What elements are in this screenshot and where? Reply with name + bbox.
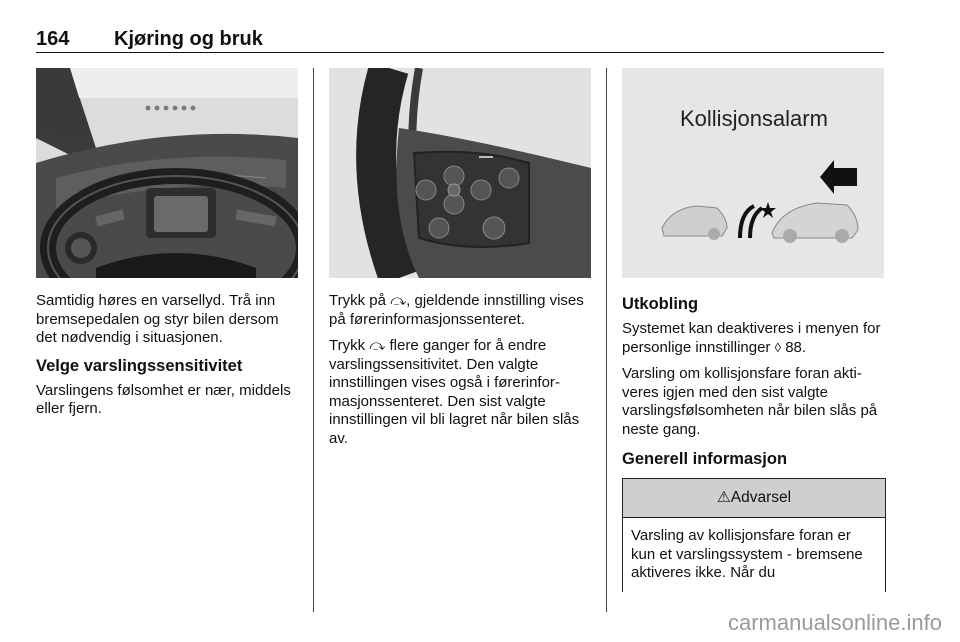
column-divider-1 xyxy=(313,68,314,612)
column-3 xyxy=(622,294,884,475)
figure-steering-wheel-buttons xyxy=(329,68,591,278)
distance-button-icon: ⤼ xyxy=(369,337,386,354)
paragraph-brake-warning: Samtidig høres en varsellyd. Trå inn bremsepedalen og styr bilen dersom det nødvendig i situasjonen. xyxy=(36,292,279,346)
figure-dashboard xyxy=(36,68,298,278)
page-number: 164 xyxy=(36,28,70,50)
paragraph-sensitivity-levels: Varslingens følsomhet er nær, middels eller fjern. xyxy=(36,381,291,417)
dashboard-illustration xyxy=(36,68,298,278)
warning-title: Advarsel xyxy=(730,489,792,506)
heading-deactivation: Utkobling xyxy=(622,295,699,313)
warning-triangle-icon: ⚠ xyxy=(716,489,731,506)
column-1 xyxy=(36,292,298,427)
page-reference-arrow-icon: ◊ xyxy=(774,339,782,355)
figure-collision-alarm-display xyxy=(622,68,884,278)
page-header xyxy=(36,28,884,53)
column-divider-2 xyxy=(606,68,607,612)
steering-wheel-illustration xyxy=(329,68,591,278)
watermark: carmanualsonline.info xyxy=(727,610,942,635)
heading-general-info: Generell informasjon xyxy=(622,450,788,468)
heading-sensitivity: Velge varslingssensitivitet xyxy=(36,356,243,375)
collision-alarm-illustration xyxy=(622,68,884,278)
warning-text: Varsling av kollisjonsfare foran er kun et varslingssystem - bremsene aktiveres ikke. Når du xyxy=(631,527,863,581)
paragraph-reactivation: Varsling om kollisjonsfare foran aktiveres igjen med den sist valgte varslingsfølsomheten når bilen slås på neste gang. xyxy=(622,365,878,438)
display-title: Kollisjonsalarm xyxy=(680,106,828,131)
page-reference[interactable]: 88. xyxy=(785,338,807,356)
column-2 xyxy=(329,292,595,456)
paragraph-press-button: Trykk på ⤼, gjeldende innstilling vises på førerinformasjonssenteret. xyxy=(329,292,584,328)
page-title: Kjøring og bruk xyxy=(114,28,263,50)
warning-box xyxy=(622,478,886,592)
paragraph-press-repeatedly: Trykk ⤼ flere ganger for å endre varslingssensitivitet. Den valgte innstillingen vises også i førerinformasjonssenteret. Den sist valgte innstillingen vil bli lagret når bilen slås av. xyxy=(329,337,580,447)
paragraph-deactivation: Systemet kan deaktiveres i menyen for personlige innstillinger ◊ 88. xyxy=(622,320,881,356)
warning-header xyxy=(623,479,885,518)
distance-button-icon: ⤼ xyxy=(390,292,407,309)
